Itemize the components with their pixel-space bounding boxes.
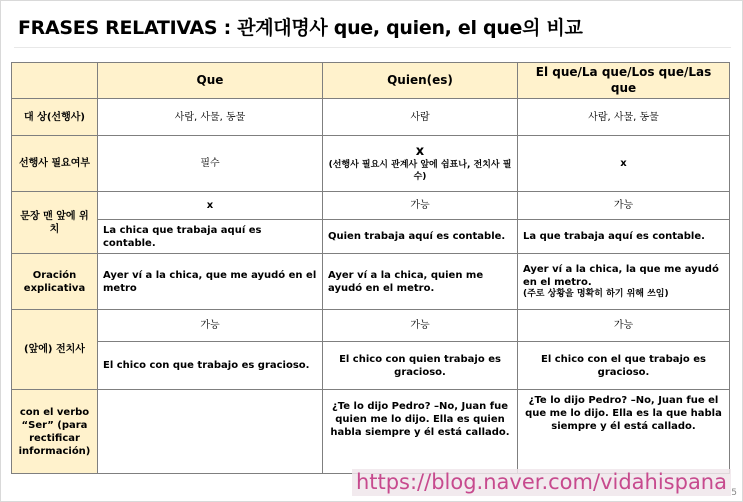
example-elque-front: La que trabaja aquí es contable. (518, 220, 730, 254)
title-divider (14, 47, 731, 48)
cell-que-front: x (98, 192, 323, 220)
cell-quien-explicativa: Ayer ví a la chica, quien me ayudó en el metro. (323, 254, 518, 310)
row-label-required: 선행사 필요여부 (12, 136, 98, 192)
page-number: 5 (731, 488, 737, 498)
table-row (12, 192, 730, 220)
cell-que-antecedent: 사람, 사물, 동물 (98, 99, 323, 136)
cell-quien-ser: ¿Te lo dijo Pedro? –No, Juan fue quien me lo dijo. Ella es quien habla siempre y él está callado. (323, 390, 518, 474)
table-row (12, 342, 730, 390)
comparison-table (11, 62, 730, 474)
cell-elque-explicativa (518, 254, 730, 310)
row-label-antecedent: 대 상(선행사) (12, 99, 98, 136)
column-header-que: Que (98, 63, 323, 99)
note-text: (선행사 필요시 관계사 앞에 쉼표나, 전치사 필수) (328, 160, 512, 183)
table-row (12, 99, 730, 136)
example-que-front: La chica que trabaja aquí es contable. (98, 220, 323, 254)
cell-que-ser (98, 390, 323, 474)
cell-quien-antecedent: 사람 (323, 99, 518, 136)
cell-que-explicativa: Ayer ví a la chica, que me ayudó en el metro (98, 254, 323, 310)
cell-elque-ser: ¿Te lo dijo Pedro? –No, Juan fue el que me lo dijo. Ella es la que habla siempre y él está callado. (518, 390, 730, 474)
cell-quien-required (323, 136, 518, 192)
cell-elque-antecedent: 사람, 사물, 동물 (518, 99, 730, 136)
table-row (12, 390, 730, 474)
table-header-row (12, 63, 730, 99)
blog-watermark: https://blog.naver.com/vidahispana (352, 469, 731, 496)
example-elque-preposition: El chico con el que trabajo es gracioso. (518, 342, 730, 390)
example-quien-front: Quien trabaja aquí es contable. (323, 220, 518, 254)
header-corner-cell (12, 63, 98, 99)
row-label-front: 문장 맨 앞에 위치 (12, 192, 98, 254)
cell-elque-preposition: 가능 (518, 310, 730, 342)
cell-elque-required: x (518, 136, 730, 192)
note-text: (주로 상황을 명확히 하기 위해 쓰임) (523, 288, 669, 299)
column-header-el-que: El que/La que/Los que/Las que (518, 63, 730, 99)
row-label-preposition: (앞에) 전치사 (12, 310, 98, 390)
cell-quien-preposition: 가능 (323, 310, 518, 342)
cell-elque-front: 가능 (518, 192, 730, 220)
cell-quien-front: 가능 (323, 192, 518, 220)
example-que-preposition: El chico con que trabajo es gracioso. (98, 342, 323, 390)
page-title: FRASES RELATIVAS : 관계대명사 que, quien, el que의 비교 (18, 17, 583, 39)
cell-que-required: 필수 (98, 136, 323, 192)
row-label-ser: con el verbo “Ser” (para rectificar información) (12, 390, 98, 474)
table-row (12, 136, 730, 192)
table-row (12, 254, 730, 310)
row-label-explicativa: Oración explicativa (12, 254, 98, 310)
table-row (12, 310, 730, 342)
example-text: Ayer ví a la chica, la que me ayudó en el metro. (523, 263, 719, 288)
x-mark: x (415, 143, 425, 159)
column-header-quien: Quien(es) (323, 63, 518, 99)
example-quien-preposition: El chico con quien trabajo es gracioso. (323, 342, 518, 390)
cell-que-preposition: 가능 (98, 310, 323, 342)
table-row (12, 220, 730, 254)
